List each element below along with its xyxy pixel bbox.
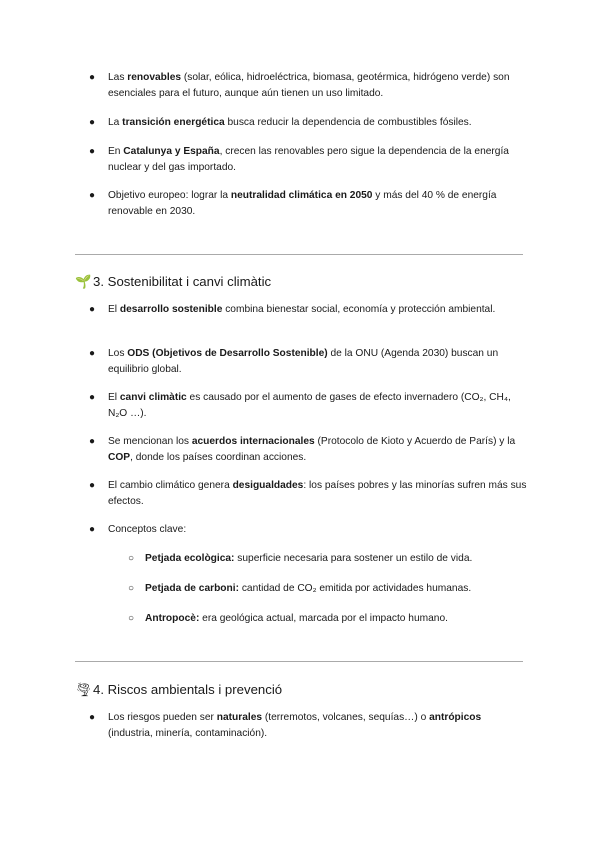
list-item: El canvi climàtic es causado por el aumento de gases de efecto invernadero (CO₂, CH₄, N₂O …). <box>108 392 511 419</box>
list-item: El cambio climático genera desigualdades: los países pobres y las minorías sufren más sus efectos. <box>108 480 527 507</box>
list-item: Se mencionan los acuerdos internacionales (Protocolo de Kioto y Acuerdo de París) y la COP, donde los países coordinan acciones. <box>108 436 516 463</box>
list-item: Las renovables (solar, eólica, hidroeléctrica, biomasa, geotérmica, hidrógeno verde) son esenciales para el futuro, aunque aún tienen un uso limitado. <box>108 72 510 99</box>
sub-list-item: Petjada de carboni: cantidad de CO₂ emitida por actividades humanas. <box>145 583 472 594</box>
list-item: El desarrollo sostenible combina bienestar social, economía y protección ambiental. <box>108 304 496 315</box>
bullet-marker: ● <box>89 304 96 315</box>
subbullet-marker: ○ <box>128 613 135 624</box>
seedling-icon: 🌱 <box>75 274 92 289</box>
subbullet-marker: ○ <box>128 583 135 594</box>
bullet-marker: ● <box>89 480 96 491</box>
section-heading <box>75 680 282 700</box>
tornado-icon: 🌪 <box>75 682 92 697</box>
sub-list-item: Antropocè: era geológica actual, marcada por el impacto humano. <box>145 613 448 624</box>
bullet-marker: ● <box>89 392 96 403</box>
section-title: 3. Sostenibilitat i canvi climàtic <box>93 274 272 289</box>
bullet-marker: ● <box>89 348 96 359</box>
bullet-marker: ● <box>89 72 96 83</box>
bullet-marker: ● <box>89 524 96 535</box>
subbullet-marker: ○ <box>128 553 135 564</box>
list-item: Los ODS (Objetivos de Desarrollo Sostenible) de la ONU (Agenda 2030) buscan un equilibrio global. <box>108 348 499 375</box>
section-heading <box>75 272 271 292</box>
bullet-marker: ● <box>89 190 96 201</box>
bullet-marker: ● <box>89 436 96 447</box>
sub-list-item: Petjada ecològica: superficie necesaria para sostener un estilo de vida. <box>145 553 473 564</box>
list-item: Los riesgos pueden ser naturales (terremotos, volcanes, sequías…) o antrópicos (industria, minería, contaminación). <box>108 712 482 739</box>
bullet-marker: ● <box>89 117 96 128</box>
list-item: Objetivo europeo: lograr la neutralidad climática en 2050 y más del 40 % de energía renovable en 2030. <box>108 190 497 217</box>
bullet-marker: ● <box>89 146 96 157</box>
list-item: Conceptos clave: <box>108 524 187 535</box>
section-divider <box>75 661 523 662</box>
section-title: 4. Riscos ambientals i prevenció <box>93 682 283 697</box>
list-item: En Catalunya y España, crecen las renovables pero sigue la dependencia de la energía nuclear y del gas importado. <box>108 146 509 173</box>
section-divider <box>75 254 523 255</box>
bullet-marker: ● <box>89 712 96 723</box>
list-item: La transición energética busca reducir la dependencia de combustibles fósiles. <box>108 117 472 128</box>
